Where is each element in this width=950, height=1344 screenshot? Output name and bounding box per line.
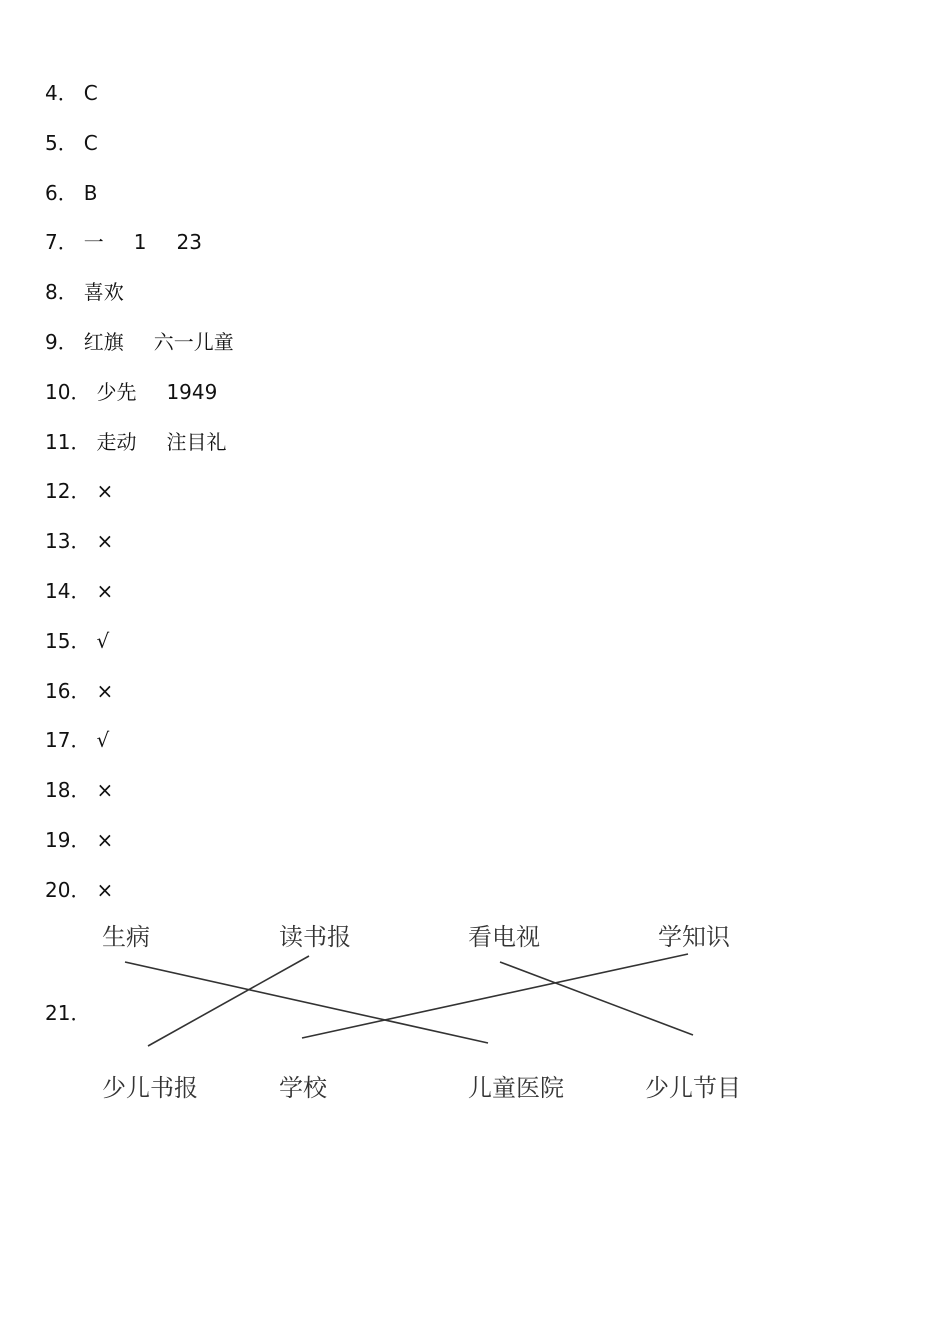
- matching-exercise: [0, 900, 950, 1130]
- answer-number: 17．: [45, 728, 91, 753]
- answer-number: 15．: [45, 628, 91, 653]
- answer-value: ×: [96, 678, 114, 703]
- match-top-word: 读书报: [279, 923, 351, 951]
- answer-number: 6．: [45, 180, 78, 205]
- answer-row: [45, 78, 234, 128]
- answer-row: [45, 427, 234, 477]
- answer-value: ×: [96, 778, 114, 803]
- answer-value: ×: [96, 529, 114, 554]
- match-line: [148, 956, 309, 1046]
- match-bottom-word: 儿童医院: [468, 1074, 564, 1102]
- answer-number: 4．: [45, 81, 78, 105]
- answer-value: √: [96, 728, 110, 753]
- answer-value: B: [83, 180, 98, 205]
- answer-value: √: [96, 628, 110, 653]
- answer-value: 六一儿童: [153, 329, 234, 354]
- answer-number: 5．: [45, 130, 78, 155]
- answer-number: 11．: [45, 429, 91, 454]
- answer-row: [45, 626, 234, 676]
- match-bottom-word: 少儿节目: [645, 1074, 741, 1102]
- answer-number: 14．: [45, 578, 91, 603]
- answer-row: [45, 277, 234, 327]
- match-bottom-word: 学校: [279, 1074, 327, 1102]
- answer-list: [45, 78, 234, 925]
- answer-row: [45, 526, 234, 576]
- answer-value: 1: [133, 230, 147, 255]
- answer-number: 10．: [45, 379, 91, 404]
- question-21-number: 21．: [45, 1001, 91, 1025]
- answer-value: C: [83, 130, 98, 155]
- answer-value: ×: [96, 827, 114, 852]
- match-line: [125, 962, 488, 1043]
- answer-row: [45, 476, 234, 526]
- answer-number: 9．: [45, 329, 78, 354]
- match-top-word: 看电视: [468, 923, 540, 951]
- answer-number: 19．: [45, 827, 91, 852]
- answer-value: 1949: [166, 379, 218, 404]
- answer-value: 走动: [96, 429, 137, 454]
- match-line: [500, 962, 693, 1035]
- answer-row: [45, 825, 234, 875]
- answer-number: 12．: [45, 479, 91, 504]
- answer-value: 少先: [96, 379, 137, 404]
- answer-row: [45, 775, 234, 825]
- answer-number: 8．: [45, 280, 78, 305]
- answer-value: 喜欢: [83, 280, 124, 305]
- answer-row: [45, 676, 234, 726]
- answer-row: [45, 227, 234, 277]
- answer-value: 注目礼: [166, 429, 227, 454]
- answer-number: 20．: [45, 877, 91, 902]
- answer-row: [45, 377, 234, 427]
- answer-value: C: [83, 81, 98, 105]
- answer-number: 7．: [45, 230, 78, 255]
- answer-value: ×: [96, 877, 114, 902]
- match-top-word: 学知识: [658, 923, 730, 951]
- answer-value: 23: [176, 230, 202, 255]
- answer-row: [45, 178, 234, 228]
- answer-row: [45, 576, 234, 626]
- answer-row: [45, 128, 234, 178]
- answer-value: 一: [83, 230, 104, 255]
- answer-number: 16．: [45, 678, 91, 703]
- match-bottom-word: 少儿书报: [102, 1074, 198, 1102]
- answer-number: 18．: [45, 778, 91, 803]
- answer-row: [45, 327, 234, 377]
- match-top-word: 生病: [102, 923, 150, 951]
- answer-value: ×: [96, 479, 114, 504]
- answer-value: ×: [96, 578, 114, 603]
- answer-number: 13．: [45, 529, 91, 554]
- match-line: [302, 954, 688, 1038]
- answer-value: 红旗: [83, 329, 124, 354]
- answer-row: [45, 725, 234, 775]
